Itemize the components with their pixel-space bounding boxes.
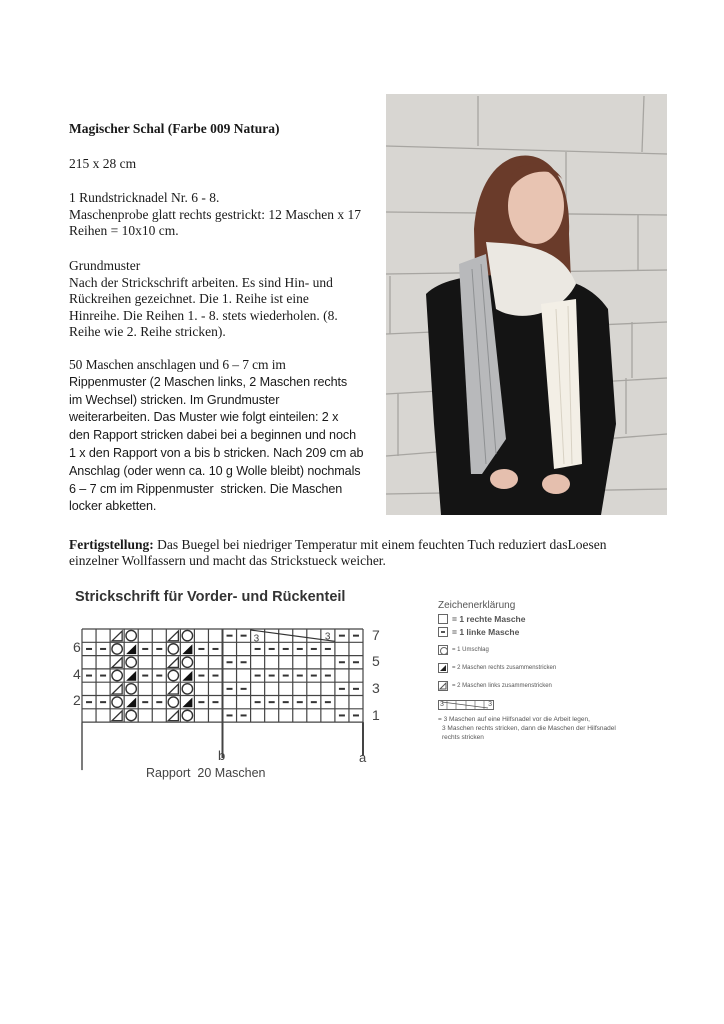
marker-a: a [359,750,367,765]
purl-stitch [255,675,261,677]
legend-item-purl [438,627,616,637]
legend-text: = 1 linke Masche [452,627,520,637]
purl-stitch [198,648,204,650]
purl-stitch [198,701,204,703]
purl-stitch [311,675,317,677]
cable-number: 3 [324,631,331,643]
p2tog-triangle [112,658,122,668]
purl-stitch [339,688,345,690]
p2tog-triangle [112,711,122,721]
cable-number-left: 3 [440,701,444,708]
yarn-over-circle [126,710,136,720]
document-title: Magischer Schal (Farbe 009 Natura) [69,121,280,136]
purl-stitch [86,648,92,650]
rapport-label: Rapport 20 Maschen [146,766,266,780]
purl-stitch [297,648,303,650]
instructions-line: 1 x den Rapport von a bis b stricken. Nach 209 cm ab [69,445,364,460]
p2tog-triangle [168,631,178,641]
purl-stitch [227,688,233,690]
row-number-4: 4 [73,666,81,682]
cable-text-line: = 3 Maschen auf eine Hilfsnadel vor die Arbeit legen, [438,716,590,723]
purl-stitch [269,648,275,650]
purl-stitch [241,688,247,690]
instructions-line: locker abketten. [69,499,157,514]
purl-stitch [156,648,162,650]
purl-stitch [156,701,162,703]
p2tog-triangle [168,658,178,668]
pattern-block [69,258,399,341]
cable-symbol-icon [438,700,494,710]
purl-stitch [311,701,317,703]
k2tog-triangle [182,698,192,708]
purl-stitch [142,701,148,703]
knitting-chart [60,622,400,782]
open-triangle-square-icon [438,681,448,691]
filled-triangle-square-icon [438,663,448,673]
instructions-block [69,356,394,516]
yarn-over-circle [126,630,136,640]
row-number-6: 6 [73,639,81,655]
k2tog-triangle [126,698,136,708]
scarf-photo [386,94,667,515]
legend-item-yarnover [438,645,616,655]
purl-stitch [311,648,317,650]
legend-text: = 2 Maschen links zusammenstricken [452,683,552,689]
purl-stitch [142,648,148,650]
purl-stitch [212,648,218,650]
purl-stitch [241,661,247,663]
purl-stitch [339,635,345,637]
legend [438,600,616,742]
yarn-over-circle [182,657,192,667]
purl-stitch [269,701,275,703]
cable-number-right: 3 [488,701,492,708]
instructions-line: 6 – 7 cm im Rippenmuster stricken. Die Maschen [69,481,343,496]
purl-stitch [353,635,359,637]
yarn-over-circle [182,684,192,694]
pattern-line: Reihe wie 2. Reihe stricken). [69,324,226,339]
k2tog-triangle [126,644,136,654]
purl-stitch [325,648,331,650]
row-number-3: 3 [372,680,380,696]
row-number-1: 1 [372,707,380,723]
finishing-label: Fertigstellung: [69,537,154,552]
pattern-line: Hinreihe. Die Reihen 1. - 8. stets wiederholen. (8. [69,307,338,323]
instructions-line: den Rapport stricken dabei bei a beginnen und noch [69,428,356,443]
instructions-line: Anschlag (oder wenn ca. 10 g Wolle bleibt) nochmals [69,463,361,478]
purl-stitch [283,675,289,677]
legend-heading: Zeichenerklärung [438,600,516,611]
yarn-over-circle [168,644,178,654]
yarn-over-circle [182,630,192,640]
legend-item-k2tog [438,663,616,673]
k2tog-triangle [182,644,192,654]
dash-square-icon [438,627,448,637]
pattern-line: Rückreihen gezeichnet. Die 1. Reihe ist eine [69,291,309,306]
purl-stitch [353,688,359,690]
purl-stitch [325,675,331,677]
purl-stitch [325,701,331,703]
k2tog-triangle [182,671,192,681]
cable-text-line: 3 Maschen rechts stricken, dann die Maschen der Hilfsnadel [442,725,616,732]
gauge-line-2: Reihen = 10x10 cm. [69,223,179,238]
empty-square-icon [438,614,448,624]
instructions-line: Rippenmuster (2 Maschen links, 2 Maschen rechts [69,374,348,389]
chart-title: Strickschrift für Vorder- und Rückenteil [75,589,346,605]
p2tog-triangle [168,684,178,694]
needles-line: 1 Rundstricknadel Nr. 6 - 8. [69,190,220,205]
purl-stitch [142,675,148,677]
yarn-over-circle [168,697,178,707]
p2tog-triangle [112,684,122,694]
cable-number: 3 [253,633,260,645]
legend-item-p2tog [438,681,616,691]
instructions-line: weiterarbeiten. Das Muster wie folgt einteilen: 2 x [69,410,339,425]
pattern-heading: Grundmuster [69,258,141,273]
purl-stitch [86,675,92,677]
gauge-line: Maschenprobe glatt rechts gestrickt: 12 Maschen x 17 [69,206,362,222]
purl-stitch [283,648,289,650]
instructions-line: im Wechsel) stricken. Im Grundmuster [69,392,280,407]
yarn-over-circle [112,697,122,707]
purl-stitch [86,701,92,703]
purl-stitch [100,675,106,677]
purl-stitch [297,701,303,703]
finishing-text: Das Buegel bei niedriger Temperatur mit einem feuchten Tuch reduziert dasLoesen [153,537,607,552]
purl-stitch [269,675,275,677]
purl-stitch [227,661,233,663]
legend-item-knit [438,614,616,624]
yarn-over-circle [112,670,122,680]
purl-stitch [339,714,345,716]
finishing-paragraph [69,537,689,569]
legend-text: = 1 Umschlag [452,647,489,653]
k2tog-triangle [126,671,136,681]
circle-square-icon [438,645,448,655]
purl-stitch [198,675,204,677]
purl-stitch [156,675,162,677]
yarn-over-circle [112,644,122,654]
instructions-line: 50 Maschen anschlagen und 6 – 7 cm im [69,357,286,372]
marker-b: b [218,748,226,763]
yarn-over-circle [168,670,178,680]
materials-block [69,190,399,240]
row-number-2: 2 [73,692,81,708]
row-number-7: 7 [372,627,380,643]
yarn-over-circle [182,710,192,720]
purl-stitch [227,635,233,637]
yarn-over-circle [126,684,136,694]
purl-stitch [297,675,303,677]
purl-stitch [227,714,233,716]
purl-stitch [353,661,359,663]
row-number-5: 5 [372,653,380,669]
purl-stitch [283,701,289,703]
purl-stitch [100,701,106,703]
legend-text: = 2 Maschen rechts zusammenstricken [452,665,557,671]
purl-stitch [353,714,359,716]
cable-description [438,715,616,742]
p2tog-triangle [112,631,122,641]
cable-text-line: rechts stricken [442,734,484,741]
p2tog-triangle [168,711,178,721]
pattern-line: Nach der Strickschrift arbeiten. Es sind Hin- und [69,274,333,290]
purl-stitch [212,701,218,703]
purl-stitch [100,648,106,650]
purl-stitch [212,675,218,677]
purl-stitch [241,714,247,716]
legend-text: = 1 rechte Masche [452,614,526,624]
dimensions: 215 x 28 cm [69,156,137,171]
finishing-text-2: einzelner Wollfassern und macht das Strickstueck weicher. [69,553,386,568]
yarn-over-circle [126,657,136,667]
purl-stitch [241,635,247,637]
purl-stitch [255,648,261,650]
purl-stitch [255,701,261,703]
purl-stitch [339,661,345,663]
photo-illustration [386,94,667,515]
